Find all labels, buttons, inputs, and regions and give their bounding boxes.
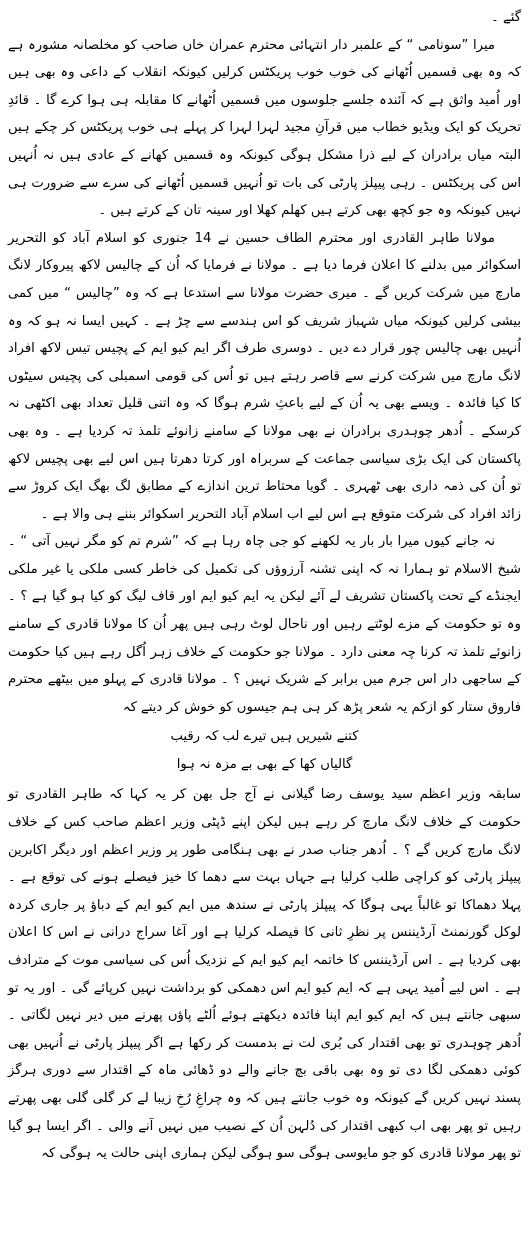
verse-couplet: [8, 723, 521, 779]
lead-line: گئے ۔: [491, 10, 521, 25]
paragraph-sonami: میرا ”سونامی “ کے علمبر دار انتہائی محترم عمران خاں صاحب کو مخلصانہ مشورہ ہے کہ وہ بھی قسمیں اُٹھانے کی خوب خوب پریکٹس کرلیں کیونکہ انقلاب کے داعی وہ بھی ہیں اور اُمید واثق ہے کہ آئندہ جلسے جلوسوں میں قسمیں اُٹھانے کا مقابلہ ہی ہوا کرے گا ۔ قائدِ تحریک کو ایک ویڈیو خطاب میں قرآنِ مجید لہرا لہرا کر پہلے ہی خوب پریکٹس کر چکے ہیں البتہ میاں برادران کے لیے ذرا مشکل ہوگی کیونکہ وہ قسمیں کھانے کے عادی ہیں نہ اُنہیں اس کی پریکٹس ۔ رہی پیپلز پارٹی کی بات تو اُنہیں قسمیں اُٹھانے کی سرے سے ضرورت ہی نہیں کیونکہ وہ جو کچھ بھی کرتے ہیں کھلم کھلا اور سینہ تان کے کرتے ہیں ۔: [8, 37, 521, 219]
verse-line-1: کتنے شیریں ہیں تیرے لب کہ رقیب: [170, 729, 359, 745]
paragraph-closing: سابقہ وزیر اعظم سید یوسف رضا گیلانی نے آج جل بھن کر یہ کہا کہ طاہر القادری تو حکومت کے خلاف لانگ مارچ کر رہے ہیں لیکن اپنے ڈپٹی وزیر اعظم صاحب کس کے خلاف لانگ مارچ کریں گے ؟ ۔ اُدھر جناب صدر نے بھی ہنگامی طور پر وزیر اعظم اور دیگر اکابرین پیپلز پارٹی کو کراچی طلب کرلیا ہے جہاں بہت سے دھما کا خیز فیصلے ہونے کی توقع ہے ۔ پہلا دھماکا تو غالباً یہی ہوگا کہ پیپلز پارٹی نے سندھ میں ایم کیو ایم کے دباؤ پر جاری کردہ لوکل گورنمنٹ آرڈیننس پر نظرِ ثانی کا فیصلہ کرلیا ہے اور آغا سراج درانی نے اس کا اعلان بھی کردیا ہے ۔ اس آرڈیننس کا خاتمہ ایم کیو ایم کے نزدیک اُس کی سیاسی موت کے مترادف ہے ۔ اس لیے اُمید یہی ہے کہ ایم کیو ایم اس دھمکی کو برداشت نہیں کرپائے گی ۔ اور یہ تو سبھی جانتے ہیں کہ ایم کیو ایم اپنا فائدہ دیکھتے ہوئے اُلٹے پاؤں پھرنے میں دیر نہیں لگاتی ۔ اُدھر چوہدری تو بھی اقتدار کی بُری لت نے بدمست کر رکھا ہے اگر پیپلز پارٹی نے اُنہیں بھی کوئی دھمکی لگا دی تو وہ بھی باقی بچ جانے والے دو ڈھائی ماہ کے اقتدار سے دوری ہرگز پسند نہیں کریں گے کیونکہ وہ خوب جانتے ہیں کہ وہ چراغِ رُخِ زیبا لے کر گلی گلی بھی پھرتے رہیں تو پھر بھی اب کبھی اقتدار کی دُلہن اُن کے نصیب میں نہیں آنے والی ۔ اگر ایسا ہو گیا تو پھر مولانا قادری کو جو مایوسی ہوگی سو ہوگی لیکن ہماری اپنی حالت یہ ہوگی کہ: [8, 787, 521, 1162]
paragraph-long-march: مولانا طاہر القادری اور محترم الطاف حسین نے 14 جنوری کو اسلام آباد کو التحریر اسکوائر میں بدلنے کا اعلان فرما دیا ہے ۔ مولانا نے فرمایا کہ اُن کے چالیس لاکھ پیروکار لانگ مارچ میں شرکت کریں گے ۔ میری حضرت مولانا سے استدعا ہے کہ وہ ”چالیس “ میں کمی بیشی کرلیں کیونکہ میاں شہباز شریف کو اس ہندسے سے چڑ ہے ۔ کہیں ایسا نہ ہو کہ وہ اُنہیں بھی چالیس چور قرار دے دیں ۔ دوسری طرف اگر ایم کیو ایم کے پچیس تیس لاکھ افراد لانگ مارچ میں شرکت کرنے سے قاصر رہتے ہیں تو اُس کی قومی اسمبلی کی پچیس سیٹوں کا کیا فائدہ ۔ ویسے بھی یہ اُن کے لیے باعثِ شرم ہوگا کہ وہ اتنی قلیل تعداد بھی اکٹھی نہ کرسکے ۔ اُدھر چوہدری برادران نے بھی مولانا کے سامنے زانوئے تلمذ تہ کردیا ہے ۔ وہ بھی پاکستان کی ایک بڑی سیاسی جماعت کے سربراہ اور کرتا دھرتا ہیں اس لیے بھی پچیس لاکھ تو اُن کی ذمہ داری بھی ٹھہری ۔ گویا محتاط ترین اندازے کے مطابق لگ بھگ ایک کروڑ سے زائد افراد کی شرکت متوقع ہے اس لیے اب اسلام آباد التحریر اسکوائر بننے ہی والا ہے ۔: [8, 230, 521, 522]
verse-line-2: گالیاں کھا کے بھی بے مزہ نہ ہوا: [176, 757, 353, 773]
paragraph-sharam: نہ جانے کیوں میرا بار بار یہ لکھنے کو جی چاہ رہا ہے کہ ”شرم تم کو مگر نہیں آتی “ ۔ شیخ الاسلام تو ہمارا نہ کہ اپنی تشنہ آرزوؤں کی تکمیل کی خاطر کسی ملکی یا غیر ملکی ایجنڈے کے تحت پاکستان تشریف لے آئے لیکن یہ ایم کیو ایم اور قاف لیگ کو کیا ہو گیا ہے ؟ ۔ وہ تو حکومت کے مزے لوٹتے رہیں اور ناحال لوٹ رہی ہیں پھر اُن کا مولانا قادری کے سامنے زانوئے تلمذ تہ کرنا چہ معنی دارد ۔ مولانا جو حکومت کے خلاف زہر اُگل رہے ہیں کیا حکومت کے ساجھی دار اس جرم میں برابر کے شریک نہیں ؟ ۔ مولانا قادری کے پہلو میں بیٹھے محترم فاروق ستار کو ازکم یہ شعر پڑھ کر ہی ہم جیسوں کو خوش کر دیتے کہ: [8, 534, 521, 715]
